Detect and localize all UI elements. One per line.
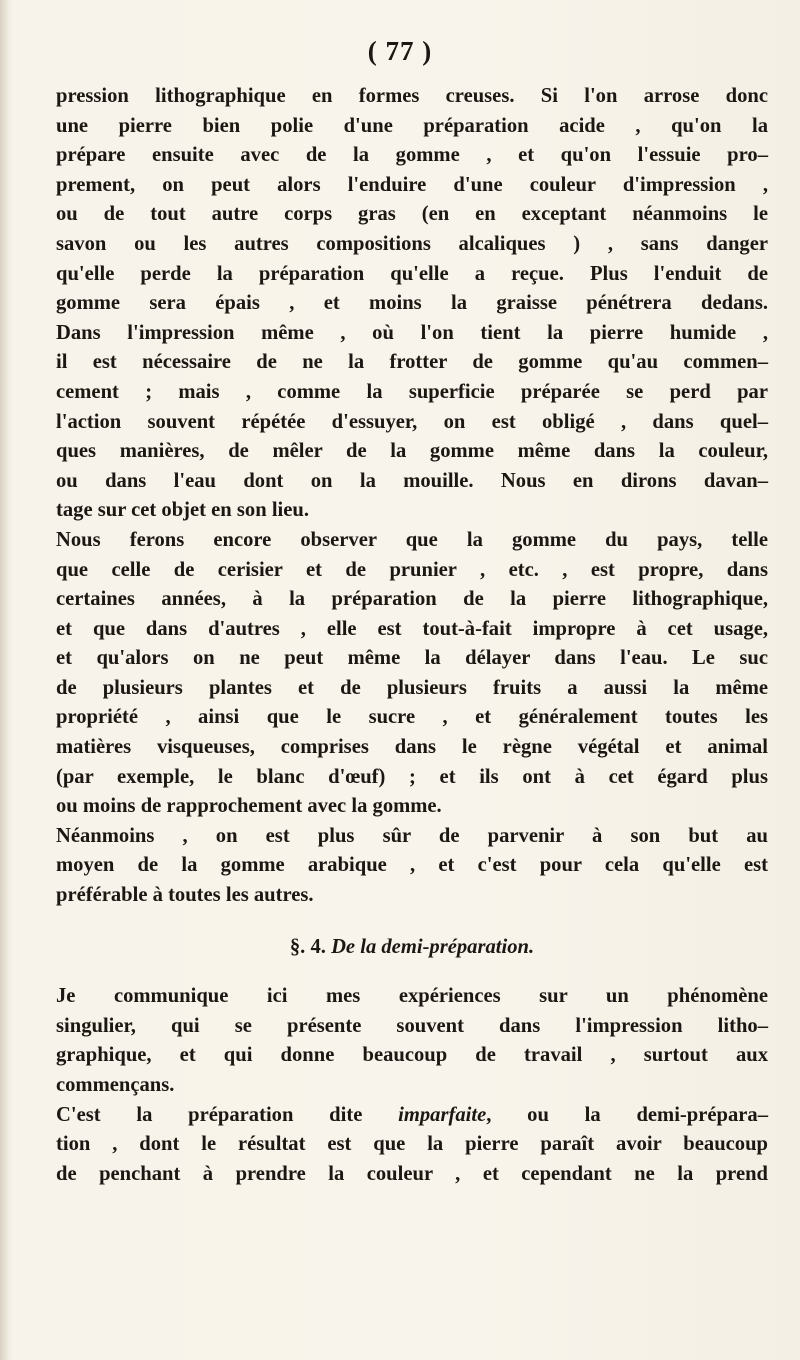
text-line: savon ou les autres compositions alcaliques ) , sans danger	[56, 232, 768, 255]
text-line: Néanmoins , on est plus sûr de parvenir à son but au	[56, 824, 768, 847]
page-number: ( 77 )	[367, 36, 433, 66]
text-line: Dans l'impression même , où l'on tient la pierre humide ,	[56, 321, 768, 344]
paragraph-4	[56, 822, 768, 911]
text-line: l'action souvent répétée d'essuyer, on est obligé , dans quel–	[56, 410, 768, 433]
text-line: tage sur cet objet en son lieu.	[56, 499, 310, 522]
body-text	[56, 82, 768, 1189]
text-line: de penchant à prendre la couleur , et cependant ne la prend	[56, 1162, 768, 1185]
paragraph-3	[56, 526, 768, 822]
text-line: ou moins de rapprochement avec la gomme.	[56, 795, 442, 818]
text-line: gomme sera épais , et moins la graisse pénétrera dedans.	[56, 292, 768, 315]
text-line: commençans.	[56, 1074, 175, 1096]
text-line: prépare ensuite avec de la gomme , et qu'on l'essuie pro–	[56, 144, 768, 167]
text-line: il est nécessaire de ne la frotter de gomme qu'au commen–	[56, 351, 768, 374]
paragraph-6	[56, 1101, 768, 1190]
text-line: de plusieurs plantes et de plusieurs fruits a aussi la même	[56, 676, 768, 699]
section-heading	[56, 933, 768, 963]
text-line: Nous ferons encore observer que la gomme du pays, telle	[56, 528, 768, 551]
text-line: cement ; mais , comme la superficie préparée se perd par	[56, 380, 768, 403]
text-line: pression lithographique en formes creuses. Si l'on arrose donc	[56, 85, 768, 107]
text-fragment: , ou la demi-prépara–	[486, 1103, 768, 1126]
paragraph-5	[56, 982, 768, 1100]
text-fragment: C'est la préparation dite	[56, 1103, 363, 1126]
text-line: et que dans d'autres , elle est tout-à-fait impropre à cet usage,	[56, 617, 768, 640]
section-number: §. 4.	[289, 935, 326, 958]
text-line: qu'elle perde la préparation qu'elle a reçue. Plus l'enduit de	[56, 262, 768, 285]
text-line: moyen de la gomme arabique , et c'est pour cela qu'elle est	[56, 854, 768, 877]
text-line: ou dans l'eau dont on la mouille. Nous en dirons davan–	[56, 469, 768, 492]
text-line: certaines années, à la préparation de la pierre lithographique,	[56, 588, 768, 611]
italic-term: imparfaite	[398, 1103, 487, 1126]
text-line: ou de tout autre corps gras (en en exceptant néanmoins le	[56, 203, 768, 226]
paragraph-2	[56, 319, 768, 526]
text-line: ques manières, de mêler de la gomme même dans la couleur,	[56, 440, 768, 463]
text-line: graphique, et qui donne beaucoup de travail , surtout aux	[56, 1044, 768, 1067]
page-gutter-shadow	[0, 0, 10, 1360]
text-line: (par exemple, le blanc d'œuf) ; et ils ont à cet égard plus	[56, 765, 768, 788]
text-line	[56, 1101, 768, 1131]
text-line: propriété , ainsi que le sucre , et généralement toutes les	[56, 706, 768, 729]
text-line: tion , dont le résultat est que la pierre paraît avoir beaucoup	[56, 1133, 768, 1156]
text-line: que celle de cerisier et de prunier , etc. , est propre, dans	[56, 558, 768, 581]
text-line: singulier, qui se présente souvent dans l'impression litho–	[56, 1014, 768, 1037]
paragraph-1	[56, 82, 768, 319]
text-line: une pierre bien polie d'une préparation acide , qu'on la	[56, 114, 768, 137]
section-title: De la demi-préparation.	[331, 935, 535, 958]
text-line: prement, on peut alors l'enduire d'une couleur d'impression ,	[56, 173, 768, 196]
text-line: et qu'alors on ne peut même la délayer dans l'eau. Le suc	[56, 647, 768, 670]
text-line: matières visqueuses, comprises dans le règne végétal et animal	[56, 736, 768, 759]
text-line: Je communique ici mes expériences sur un phénomène	[56, 985, 768, 1008]
text-line: préférable à toutes les autres.	[56, 884, 314, 907]
